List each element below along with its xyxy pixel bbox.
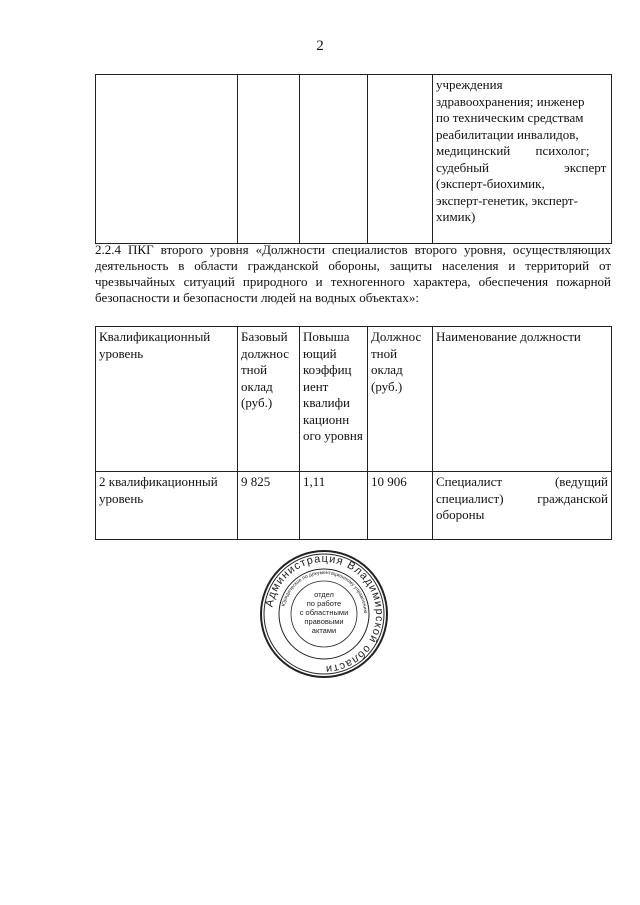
table-row: [96, 472, 612, 540]
line: реабилитации инвалидов,: [436, 126, 579, 142]
empty-cell: [238, 75, 300, 244]
line: по техническим средствам: [436, 110, 584, 125]
header-level: Квалификационный уровень: [96, 327, 238, 472]
stamp-center-line: отдел: [314, 590, 334, 599]
cell-coefficient: 1,11: [300, 472, 368, 540]
continuation-table: [95, 74, 612, 244]
table-header-row: [96, 327, 612, 472]
table-row: [96, 75, 612, 244]
stamp-center-line: с областными: [299, 608, 349, 617]
header-salary: Должнос тной оклад (руб.): [368, 327, 433, 472]
line: учреждения: [436, 77, 503, 92]
official-stamp: [258, 548, 390, 680]
stamp-inner-text: Юридическое по документационному управлению: [280, 569, 369, 614]
stamp-center-line: правовыми: [304, 617, 344, 626]
empty-cell: [368, 75, 433, 244]
page-number: 2: [316, 38, 324, 54]
cell-salary: 10 906: [368, 472, 433, 540]
stamp-outer-text: Администрация Владимирской области: [263, 552, 386, 676]
cell-level: 2 квалификационный уровень: [96, 472, 238, 540]
line: медицинский психолог;: [436, 143, 590, 158]
cell-position: Специалист (ведущий специалист) гражданской обороны: [433, 472, 612, 540]
section-paragraph: 2.2.4 ПКГ второго уровня «Должности специалистов второго уровня, осуществляющих деятельность в области гражданской обороны, защиты населения и территорий от чрезвычайных ситуаций природного и техногенного характера, обеспечения пожарной безопасности и безопасности людей на водных объектах»:: [95, 242, 611, 305]
empty-cell: [96, 75, 238, 244]
line: (эксперт-биохимик,: [436, 176, 545, 191]
header-base-salary: Базовый должнос тной оклад (руб.): [238, 327, 300, 472]
header-position: Наименование должности: [433, 327, 612, 472]
line: эксперт-генетик, эксперт-: [436, 192, 578, 208]
salary-table: [95, 326, 612, 540]
line: здравоохранения; инженер: [436, 93, 585, 109]
line: химик): [436, 209, 476, 224]
cell-base-salary: 9 825: [238, 472, 300, 540]
stamp-center-line: актами: [311, 626, 337, 635]
line: судебный эксперт: [436, 159, 607, 175]
header-coefficient: Повыша ющий коэффиц иент квалифи кационн ого уровня: [300, 327, 368, 472]
empty-cell: [300, 75, 368, 244]
position-cell-continued: [433, 75, 612, 244]
stamp-center-line: по работе: [306, 599, 342, 608]
